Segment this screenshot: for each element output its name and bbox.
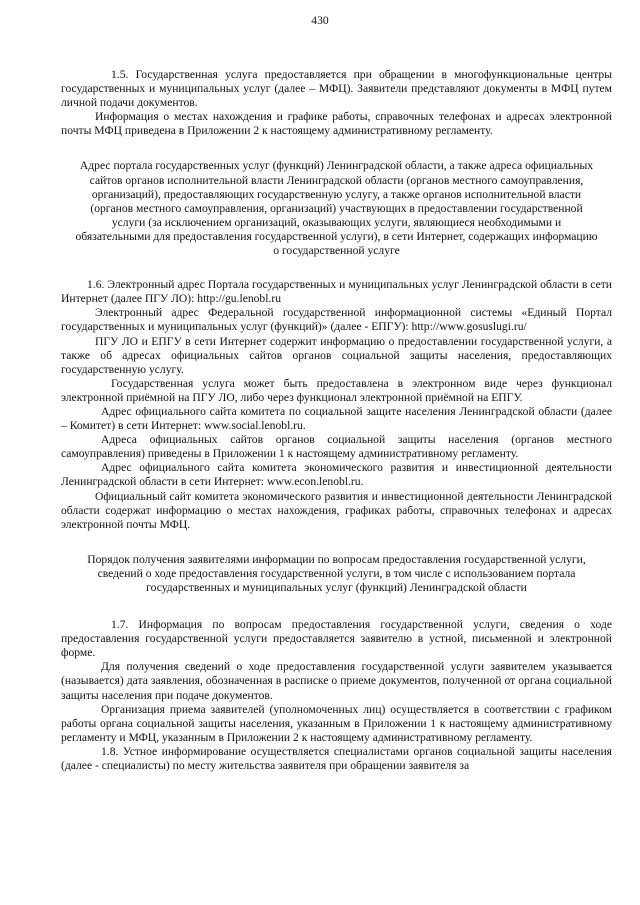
paragraph-status-info: Для получения сведений о ходе предоставления государственной услуги заявителем указывается (называется) дата заявления, обозначенная в расписке о приеме документов, полученной от органа социальной защиты населения при подаче документов. bbox=[61, 660, 612, 702]
document-body bbox=[61, 68, 612, 773]
spacer bbox=[61, 258, 612, 278]
spacer bbox=[61, 595, 612, 618]
paragraph-electronic-service: Государственная услуга может быть предоставлена в электронном виде через функционал электронной приёмной на ПГУ ЛО, либо через функционал электронной приёмной на ЕПГУ. bbox=[61, 376, 612, 404]
paragraph-epgu-address: Электронный адрес Федеральной государственной информационной системы «Единый Портал государственных и муниципальных услуг (функций)» (далее - ЕПГУ): http://www.gosuslugi.ru/ bbox=[61, 306, 612, 334]
paragraph-1-6: 1.6. Электронный адрес Портала государственных и муниципальных услуг Ленинградской области в сети Интернет (далее ПГУ ЛО): http://gu.lenobl.ru bbox=[61, 278, 612, 306]
paragraph-social-sites: Адреса официальных сайтов органов социальной защиты населения (органов местного самоуправления) приведены в Приложении 1 к настоящему административному регламенту. bbox=[61, 433, 612, 461]
paragraph-reception-schedule: Организация приема заявителей (уполномоченных лиц) осуществляется в соответствии с графиком работы органа социальной защиты населения, указанным в Приложении 1 к настоящему административному регламенту и МФЦ, указанным в Приложении 2 к настоящему административному регламенту. bbox=[61, 702, 612, 744]
paragraph-committee-site: Адрес официального сайта комитета по социальной защите населения Ленинградской области (далее – Комитет) в сети Интернет: www.social.lenobl.ru. bbox=[61, 404, 612, 433]
paragraph-1-5: 1.5. Государственная услуга предоставляется при обращении в многофункциональные центры государственных и муниципальных услуг (далее – МФЦ). Заявители представляют документы в МФЦ путем личной подачи документов. bbox=[61, 68, 612, 110]
section-heading-portal-addresses: Адрес портала государственных услуг (функций) Ленинградской области, а также адреса официальных сайтов органов исполнительной власти Ленинградской области (органов местного самоуправления, организаций), предоставляющих государственную услугу, а также органов исполнительной власти (органов местного самоуправления, организаций) участвующих в предоставлении государственной услуги (за исключением организаций, оказывающих услуги, являющиеся необходимыми и обязательными для предоставления государственной услуги), в сети Интернет, содержащих информацию о государственной услуге bbox=[75, 159, 598, 258]
paragraph-1-7: 1.7. Информация по вопросам предоставления государственной услуги, сведения о ходе предоставления государственной услуги предоставляется заявителю в устной, письменной и электронной форме. bbox=[61, 618, 612, 660]
paragraph-1-8: 1.8. Устное информирование осуществляется специалистами органов социальной защиты населения (далее - специалисты) по месту жительства заявителя при обращении заявителя за bbox=[61, 744, 612, 773]
spacer bbox=[61, 532, 612, 553]
paragraph-pgu-content: ПГУ ЛО и ЕПГУ в сети Интернет содержит информацию о предоставлении государственной услуги, а также об адресах официальных сайтов органов социальной защиты населения, предоставляющих государственную услугу. bbox=[61, 334, 612, 376]
paragraph-econ-site-content: Официальный сайт комитета экономического развития и инвестиционной деятельности Ленинградской области содержат информацию о местах нахождения, графиках работы, справочных телефонах и адресах электронной почты МФЦ. bbox=[61, 489, 612, 531]
paragraph-mfc-info: Информация о местах нахождения и графике работы, справочных телефонах и адресах электронной почты МФЦ приведена в Приложении 2 к настоящему административному регламенту. bbox=[61, 110, 612, 138]
page-number: 430 bbox=[311, 14, 329, 27]
paragraph-econ-site: Адрес официального сайта комитета экономического развития и инвестиционной деятельности Ленинградской области в сети Интернет: www.econ.lenobl.ru. bbox=[61, 461, 612, 489]
section-heading-information-procedure: Порядок получения заявителями информации по вопросам предоставления государственной услуги, сведений о ходе предоставления государственной услуги, в том числе с использованием портала государственных и муниципальных услуг (функций) Ленинградской области bbox=[87, 552, 586, 594]
spacer bbox=[61, 138, 612, 159]
